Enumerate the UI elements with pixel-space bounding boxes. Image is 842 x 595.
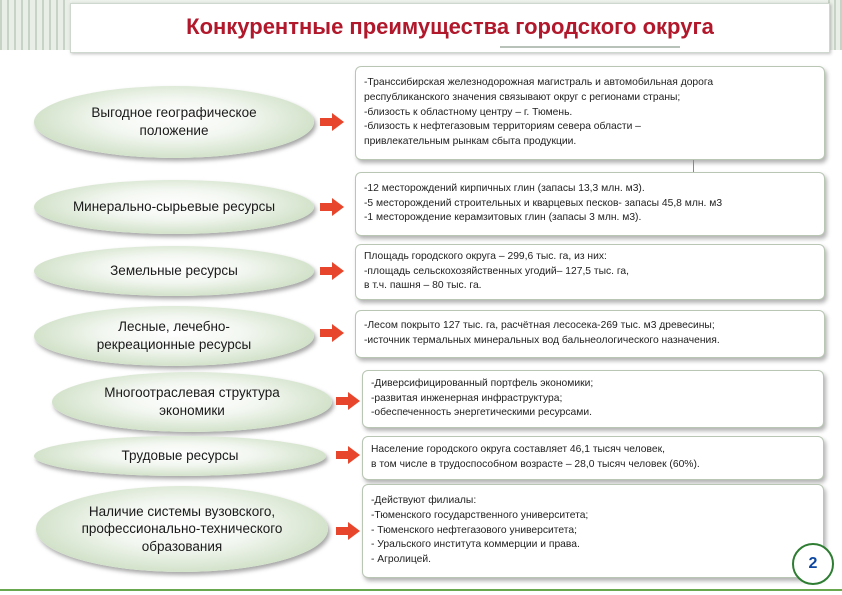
advantage-land bbox=[34, 246, 314, 296]
advantage-label: Трудовые ресурсы bbox=[121, 448, 239, 464]
header-decoration-right bbox=[828, 0, 842, 50]
arrow-right-icon bbox=[320, 198, 344, 216]
advantage-label: Наличие системы вузовского, профессионально-технического образования bbox=[81, 503, 283, 554]
detail-text: Площадь городского округа – 299,6 тыс. га, из них: -площадь сельскохозяйственных угодий– 127,5 тыс. га, в т.ч. пашня – 80 тыс. га. bbox=[364, 250, 630, 292]
advantage-label: Многоотраслевая структура экономики bbox=[104, 385, 280, 418]
advantage-geography bbox=[34, 86, 314, 158]
slide-title: Конкурентные преимущества городского округа bbox=[186, 14, 714, 39]
detail-geography bbox=[355, 66, 825, 160]
title-underline bbox=[500, 46, 680, 48]
detail-education bbox=[362, 484, 824, 578]
detail-land bbox=[355, 244, 825, 300]
detail-text: Население городского округа составляет 46,1 тысяч человек, в том числе в трудоспособном возрасте – 28,0 тысяч человек (60%). bbox=[371, 444, 700, 470]
advantage-forest bbox=[34, 306, 314, 366]
detail-labor bbox=[362, 436, 824, 480]
arrow-right-icon bbox=[336, 446, 360, 464]
arrow-right-icon bbox=[336, 392, 360, 410]
advantage-labor bbox=[34, 436, 326, 476]
arrow-right-icon bbox=[320, 113, 344, 131]
detail-text: -Диверсифицированный портфель экономики; -развитая инженерная инфраструктура; -обеспеченность энергетическими ресурсами. bbox=[371, 377, 594, 419]
advantage-minerals bbox=[34, 180, 314, 234]
detail-text: -Лесом покрыто 127 тыс. га, расчётная лесосека-269 тыс. м3 древесины; -источник термальных минеральных вод бальнеологического назначения. bbox=[364, 320, 720, 346]
advantage-label: Выгодное географическое положение bbox=[91, 105, 257, 138]
page-number: 2 bbox=[792, 543, 834, 585]
advantage-economy bbox=[52, 372, 332, 432]
detail-text: -12 месторождений кирпичных глин (запасы 13,3 млн. м3). -5 месторождений строительных и кварцевых песков- запасы 45,8 млн. м3 -1 месторождение керамзитовых глин (запасы 3 млн. м3). bbox=[364, 182, 723, 224]
detail-minerals bbox=[355, 172, 825, 236]
detail-text: -Действуют филиалы: -Тюменского государственного университета; - Тюменского нефтегазового университета; - Уральского института коммерции и права. - Агролицей. bbox=[371, 494, 589, 566]
connector-line bbox=[693, 160, 694, 172]
detail-economy bbox=[362, 370, 824, 428]
advantage-label: Земельные ресурсы bbox=[110, 263, 238, 279]
advantage-education bbox=[36, 486, 328, 572]
arrow-right-icon bbox=[320, 262, 344, 280]
footer-line bbox=[0, 589, 842, 591]
advantage-label: Лесные, лечебно- рекреационные ресурсы bbox=[96, 319, 252, 352]
header-decoration-left bbox=[0, 0, 70, 50]
arrow-right-icon bbox=[320, 324, 344, 342]
title-box bbox=[70, 3, 830, 53]
detail-text: -Транссибирская железнодорожная магистраль и автомобильная дорога республиканского значения связывают округ с регионами страны; -близость к областному центру – г. Тюмень. -близость к нефтегазовым территориям севера области – привлекательным рынкам сбыта продукции. bbox=[364, 76, 714, 148]
detail-forest bbox=[355, 310, 825, 358]
arrow-right-icon bbox=[336, 522, 360, 540]
advantage-label: Минерально-сырьевые ресурсы bbox=[72, 199, 276, 215]
